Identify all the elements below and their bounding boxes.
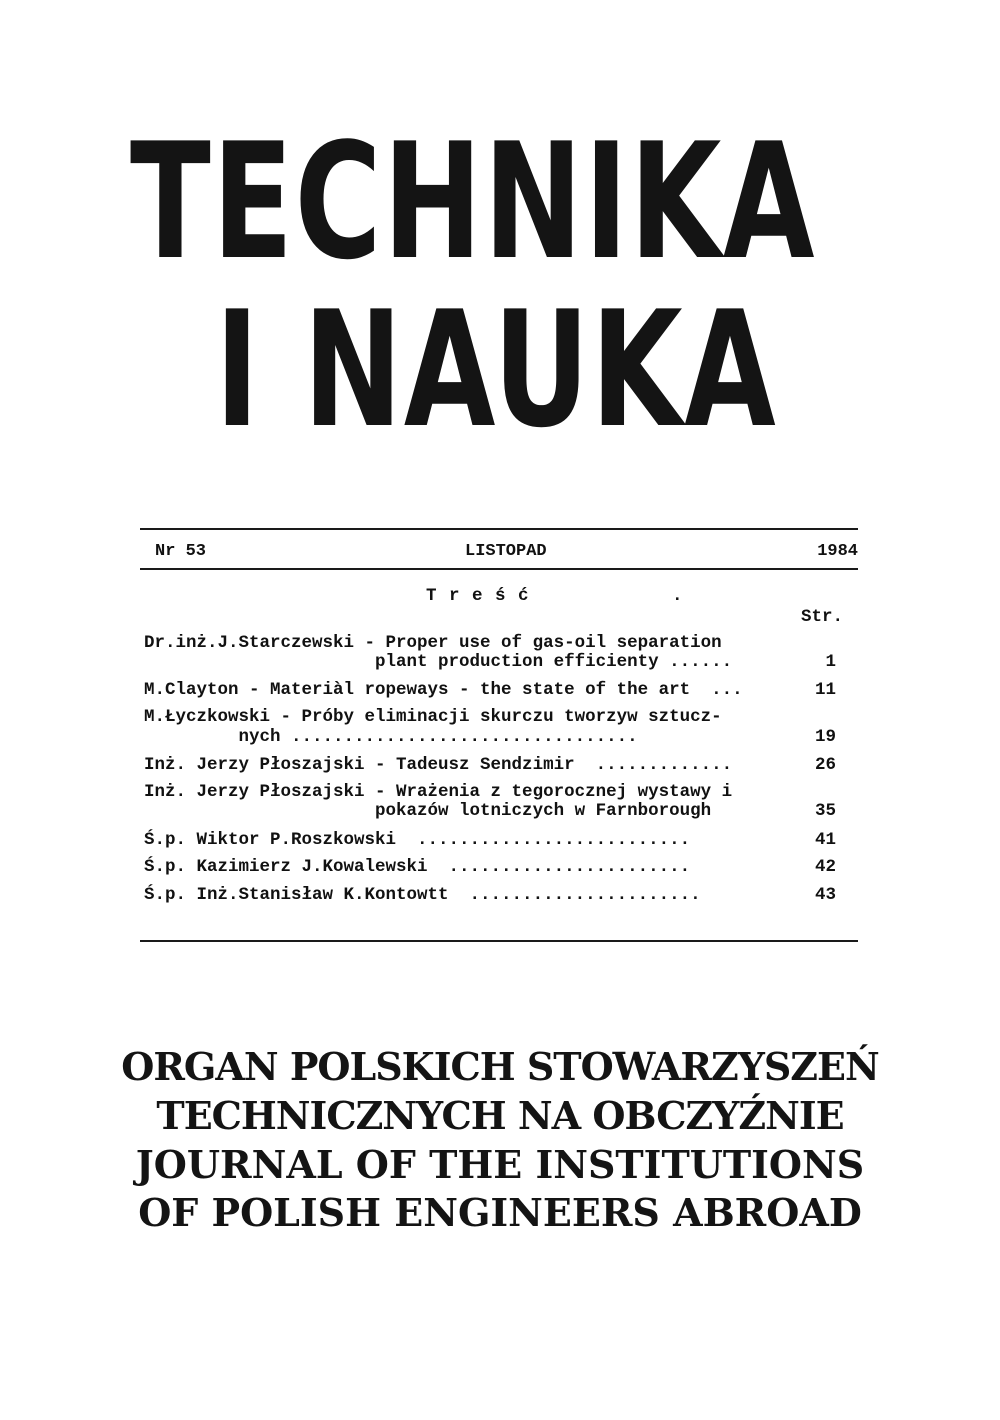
- toc-entry-1-line-1: Dr.inż.J.Starczewski - Proper use of gas-oil separation: [144, 633, 722, 653]
- toc-entry-5-line-2: pokazów lotniczych w Farnborough: [144, 801, 712, 821]
- toc-entry-5-page: 35: [814, 801, 836, 821]
- page-column-label: Str.: [801, 607, 844, 627]
- issue-month: LISTOPAD: [465, 542, 547, 561]
- toc-entry-4-line-1: Inż. Jerzy Płoszajski - Tadeusz Sendzimir .............: [144, 755, 733, 775]
- toc-entry-1-page: 1: [825, 652, 836, 672]
- toc-entry-4-page: 26: [814, 755, 836, 775]
- contents-heading: T r e ś ć: [426, 586, 530, 606]
- toc-entry-8-line-1: Ś.p. Inż.Stanisław K.Kontowtt ......................: [144, 885, 701, 905]
- toc-entry-5-line-1: Inż. Jerzy Płoszajski - Wrażenia z tegorocznej wystawy i: [144, 782, 733, 802]
- masthead-title-line-1: TECHNIKA: [130, 108, 816, 295]
- contents-heading-dot: .: [672, 586, 683, 606]
- issue-divider: [140, 568, 858, 570]
- organ-polish-line-1: ORGAN POLSKICH STOWARZYSZEŃ: [121, 1044, 879, 1089]
- journal-english-line-1: JOURNAL OF THE INSTITUTIONS: [135, 1142, 865, 1187]
- toc-entry-7-line-1: Ś.p. Kazimierz J.Kowalewski .......................: [144, 857, 691, 877]
- toc-entry-7-page: 42: [814, 857, 836, 877]
- organ-polish-line-2: TECHNICZNYCH NA OBCZYŹNIE: [156, 1093, 844, 1138]
- toc-entry-6-line-1: Ś.p. Wiktor P.Roszkowski ..........................: [144, 830, 691, 850]
- toc-entry-3-page: 19: [814, 727, 836, 747]
- toc-entry-1-line-2: plant production efficienty ......: [144, 652, 733, 672]
- journal-english-line-2: OF POLISH ENGINEERS ABROAD: [138, 1190, 862, 1235]
- issue-number: Nr 53: [155, 542, 207, 561]
- toc-entry-6-page: 41: [814, 830, 836, 850]
- top-divider: [140, 528, 858, 530]
- toc-entry-3-line-1: M.Łyczkowski - Próby eliminacji skurczu tworzyw sztucz-: [144, 707, 722, 727]
- toc-entry-3-line-2: nych .................................: [144, 727, 638, 747]
- toc-entry-2-line-1: M.Clayton - Materiàl ropeways - the state of the art ...: [144, 680, 743, 700]
- toc-entry-2-page: 11: [814, 680, 836, 700]
- bottom-divider: [140, 940, 858, 942]
- toc-entry-8-page: 43: [814, 885, 836, 905]
- masthead-title-line-2: I NAUKA: [215, 276, 778, 463]
- issue-year: 1984: [817, 542, 858, 561]
